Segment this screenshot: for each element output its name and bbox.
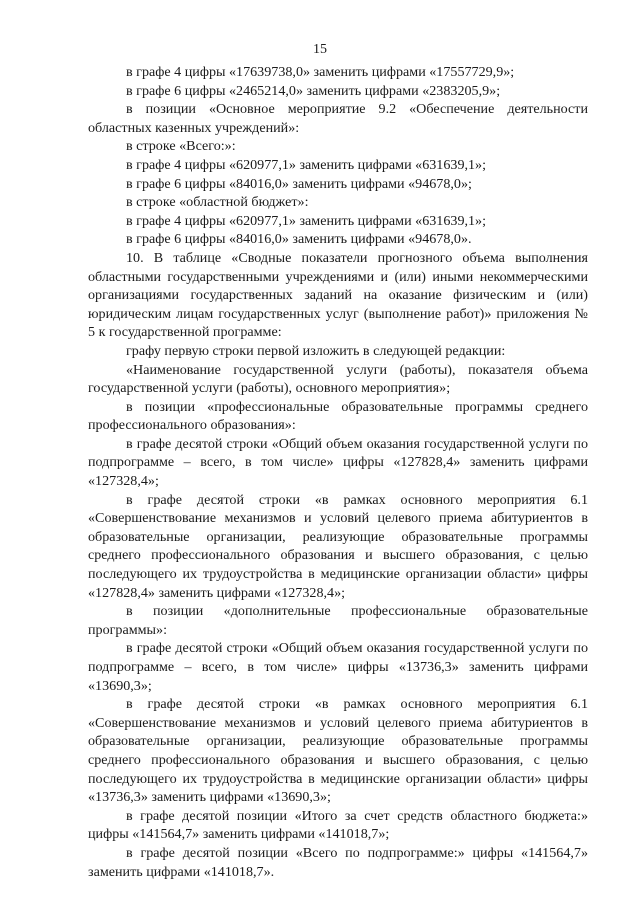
paragraph: в графе десятой строки «Общий объем оказания государственной услуги по подпрограмме – всего, в том числе» цифры «127828,4» заменить цифрами «127328,4»; — [88, 435, 588, 490]
paragraph: «Наименование государственной услуги (работы), показателя объема государственной услуги (работы), основного мероприятия»; — [88, 361, 588, 397]
paragraph: 10. В таблице «Сводные показатели прогнозного объема выполнения областными государственными учреждениями и (или) иными некоммерческими организациями государственных заданий на оказание физическим и (или) юридическим лицам государственных услуг (выполнение работ)» приложения № 5 к государственной программе: — [88, 249, 588, 341]
document-body — [88, 63, 588, 881]
paragraph: в позиции «дополнительные профессиональные образовательные программы»: — [88, 603, 588, 638]
paragraph: в графе 4 цифры «620977,1» заменить цифрами «631639,1»; — [126, 212, 487, 229]
page-number: 15 — [313, 42, 327, 57]
paragraph: в позиции «Основное мероприятие 9.2 «Обеспечение деятельности областных казенных учреждений»: — [88, 101, 588, 136]
paragraph: в графе 4 цифры «17639738,0» заменить цифрами «17557729,9»; — [126, 64, 515, 80]
paragraph: в строке «областной бюджет»: — [126, 194, 309, 211]
paragraph: в графе десятой позиции «Итого за счет средств областного бюджета:» цифры «141564,7» заменить цифрами «141018,7»; — [88, 807, 588, 843]
paragraph: в строке «Всего:»: — [126, 138, 236, 155]
paragraph: в графе 4 цифры «620977,1» заменить цифрами «631639,1»; — [126, 156, 487, 173]
paragraph: в графе десятой позиции «Всего по подпрограмме:» цифры «141564,7» заменить цифрами «141018,7». — [88, 844, 588, 880]
paragraph: в графе десятой строки «в рамках основного мероприятия 6.1 «Совершенствование механизмов и условий целевого приема абитуриентов в образовательные организации, реализующие образовательные программы среднего профессионального образования и высшего образования, с целью последующего их трудоустройства в медицинские организации области» цифры «13736,3» заменить цифрами «13690,3»; — [88, 696, 588, 806]
paragraph: в графе десятой строки «Общий объем оказания государственной услуги по подпрограмме – всего, в том числе» цифры «13736,3» заменить цифрами «13690,3»; — [88, 640, 588, 694]
paragraph: в графе десятой строки «в рамках основного мероприятия 6.1 «Совершенствование механизмов и условий целевого приема абитуриентов в образовательные организации, реализующие образовательные программы среднего профессионального образования и высшего образования, с целью последующего их трудоустройства в медицинские организации области» цифры «127828,4» заменить цифрами «127328,4»; — [88, 491, 588, 601]
paragraph: в графе 6 цифры «84016,0» заменить цифрами «94678,0»; — [126, 175, 472, 192]
paragraph: графу первую строки первой изложить в следующей редакции: — [126, 342, 506, 359]
paragraph: в графе 6 цифры «2465214,0» заменить цифрами «2383205,9»; — [126, 82, 501, 99]
paragraph: в позиции «профессиональные образовательные программы среднего профессионального образования»: — [88, 398, 588, 434]
paragraph: в графе 6 цифры «84016,0» заменить цифрами «94678,0». — [126, 231, 472, 248]
